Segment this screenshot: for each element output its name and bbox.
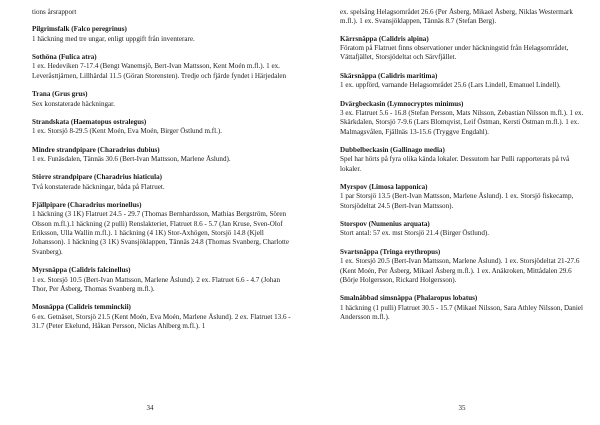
continued-text: ex. spelsång Helagsområdet 26.6 (Per Åsberg, Mikael Åsberg, Niklas Westermark m.fl.). 1 ex. Svansjöklappen, Tännäs 8.7 (Stefan Berg). <box>340 8 573 26</box>
species-text: Stort antal: 57 ex. mst Storsjö 21.4 (Birger Östlund). <box>340 229 490 238</box>
species-heading: Pilgrimsfalk (Falco peregrinus) <box>32 25 127 34</box>
species-heading: Fjällpipare (Charadrius morinellus) <box>32 201 142 210</box>
species-text: 1 ex. Storsjö 8-29.5 (Kent Moén, Eva Moén, Birger Östlund m.fl.). <box>32 127 222 136</box>
species-heading: Större strandpipare (Charadrius hiaticula) <box>32 173 162 182</box>
species-entry <box>340 183 588 211</box>
species-entry <box>340 146 588 174</box>
species-heading: Dvärgbeckasin (Lymnocryptes minimus) <box>340 99 464 108</box>
species-entry <box>340 35 588 63</box>
species-entry <box>340 72 588 91</box>
species-heading: Mosnäppa (Calidris temminckii) <box>32 303 131 312</box>
species-heading: Svartsnäppa (Tringa erythropus) <box>340 247 441 256</box>
species-text: 3 ex. Flatruet 5.6 - 16.8 (Stefan Persson, Mats Nilsson, Zebastian Nilsson m.fl.). 1 ex. Skärkdalen, Storsjö 7-9.6 (Lars Blomqvist, Leif Östman, Kersti Östman m.fl.). 1 ex. Malmagsvålen, Fjällnäs 13-15.6 (Tryggve Engdahl). <box>340 108 584 136</box>
species-entry <box>32 266 292 294</box>
species-entry <box>32 53 292 81</box>
species-text: 1 häckning (3 1K) Flatruet 24.5 - 29.7 (Thomas Bernhardsson, Mathias Bergström, Sören Olsson m.fl.).1 häckning (2 pulli) Renslakteriet, Flatruet 8.6 - 5.7 (Jan Kruse, Sven-Olof Eriksson, Ulla Wallin m.fl.). 1 häckning (4 1K) Stor-Axhögen, Storsjö 14.8 (Kjell Johansson). 1 häckning (3 1K) Svansjöklappen, Tännäs 24.8 (Thomas Svanberg, Charlotte Svanberg). <box>32 210 290 256</box>
species-entry <box>340 100 588 137</box>
species-text: 1 par Storsjö 13.5 (Bert-Ivan Mattsson, Marlene Åslund). 1 ex. Storsjö fiskecamp, Storsjödeltat 24.5 (Bert-Ivan Mattsson). <box>340 192 574 210</box>
species-text: Föratom på Flatruet finns observationer under häckningstid från Helagsområdet, Vättafjället, Storsjödeltat och Särvfjället. <box>340 44 569 62</box>
species-heading: Kärrsnäppa (Calidris alpina) <box>340 34 429 43</box>
species-text: Två konstaterade häckningar, båda på Flatruet. <box>32 182 165 191</box>
species-text: Spel har hörts på fyra olika kända lokaler. Dessutom har Pulli rapporterats på två lokaler. <box>340 155 570 173</box>
species-text: 1 ex. Funäsdalen, Tännäs 30.6 (Bert-Ivan Mattsson, Marlene Åslund). <box>32 154 231 163</box>
species-heading: Smalnäbbad simsnäppa (Phalaropus lobatus) <box>340 294 478 303</box>
species-text: 1 ex. Hedeviken 7-17.4 (Bengt Wanemsjö, Bert-Ivan Mattsson, Kent Moén m.fl.). 1 ex. Leveråsttjärnen, Lillhärdal 11.5 (Göran Storensten). Tredje och fjärde fyndet i Härjedalen <box>32 62 287 80</box>
species-entry <box>32 201 292 257</box>
species-heading: Strandskata (Haematopus ostralegus) <box>32 117 147 126</box>
page-number: 35 <box>458 404 466 412</box>
species-text: 1 ex. uppförd, varnande Helagsområdet 25.6 (Lars Lindell, Emanuel Lindell). <box>340 81 561 90</box>
right-page <box>300 0 600 425</box>
page-number: 34 <box>146 404 154 412</box>
species-heading: Trana (Grus grus) <box>32 90 88 99</box>
species-entry <box>340 294 588 322</box>
left-column <box>32 8 292 331</box>
species-heading: Dubbelbeckasin (Gallinago media) <box>340 145 445 154</box>
species-entry <box>32 90 292 109</box>
species-entry <box>32 173 292 192</box>
species-entry <box>340 248 588 285</box>
species-entry <box>32 25 292 44</box>
species-text: 1 häckning (1 pulli) Flatruet 30.5 - 15.7 (Mikael Nilsson, Sara Athley Nilsson, Daniel Andersson m.fl.). <box>340 303 583 321</box>
species-text: 1 ex. Storsjö 20.5 (Bert-Ivan Mattsson, Marlene Åslund). 1 ex. Storsjödeltat 21-27.6 (Kent Moén, Per Åsberg, Mikael Åsberg m.fl.). 1 ex. Anäkroken, Mittådalen 29.6 (Börje Holgersson, Rickard Holgersson). <box>340 257 580 284</box>
species-heading: Skärsnäppa (Calidris maritima) <box>340 71 438 80</box>
species-entry <box>32 118 292 137</box>
species-text: 6 ex. Getnäset, Storsjö 21.5 (Kent Moén, Eva Moén, Marlene Åslund). 2 ex. Flatruet 13.6 - 31.7 (Peter Ekelund, Håkan Persson, Niclas Ahlberg m.fl.). 1 <box>32 312 291 330</box>
species-text: 1 ex. Storsjö 10.5 (Bert-Ivan Mattsson, Marlene Åslund). 2 ex. Flatruet 6.6 - 4.7 (Johan Thor, Per Åsberg, Thomas Svanberg m.fl.). <box>32 275 281 293</box>
species-heading: Myrsnäppa (Calidris falcinellus) <box>32 266 131 275</box>
species-heading: Storspov (Numenius arquata) <box>340 220 430 229</box>
species-entry <box>32 303 292 331</box>
species-entry <box>32 146 292 165</box>
species-text: 1 häckning med tre ungar, enligt uppgift från inventerare. <box>32 34 195 43</box>
right-column <box>340 8 588 322</box>
species-heading: Myrspov (Limosa lapponica) <box>340 183 428 192</box>
species-heading: Sothöna (Fulica atra) <box>32 53 97 62</box>
species-text: Sex konstaterade häckningar. <box>32 99 115 108</box>
species-entry <box>340 220 588 239</box>
continued-text: tions årsrapport <box>32 8 77 16</box>
species-heading: Mindre strandpipare (Charadrius dubius) <box>32 145 160 154</box>
